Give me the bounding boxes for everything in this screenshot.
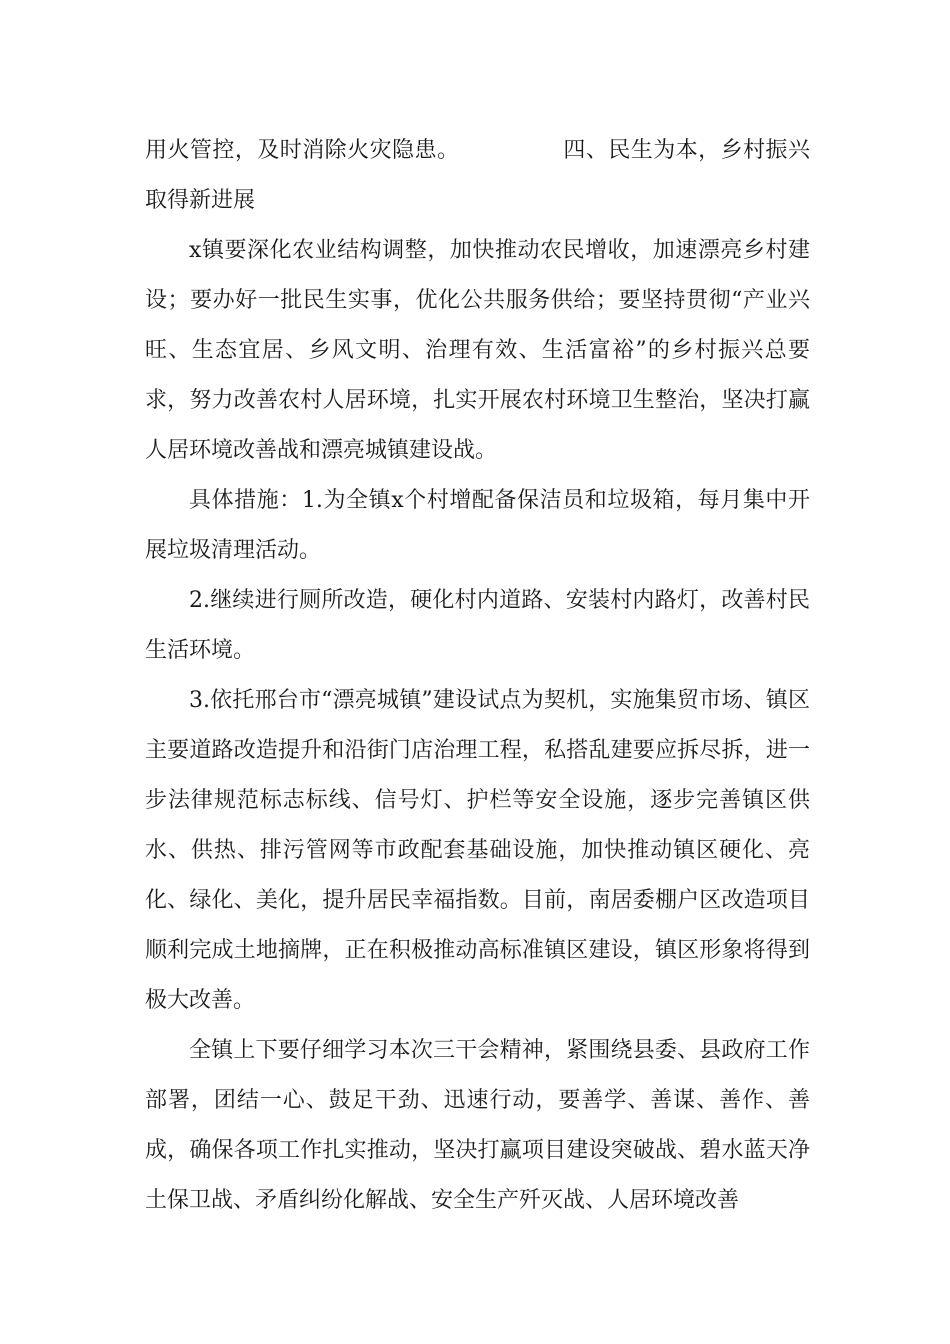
paragraph-1 <box>145 126 810 226</box>
paragraph-6: 全镇上下要仔细学习本次三干会精神，紧围绕县委、县政府工作部署，团结一心、鼓足干劲、迅速行动，要善学、善谋、善作、善成，确保各项工作扎实推动，坚决打赢项目建设突破战、碧水蓝天净土保卫战、矛盾纠纷化解战、安全生产歼灭战、人居环境改善 <box>145 1038 810 1213</box>
paragraph-4: 2.继续进行厕所改造，硬化村内道路、安装村内路灯，改善村民生活环境。 <box>145 588 810 663</box>
paragraph-3: 具体措施：1.为全镇x个村增配备保洁员和垃圾箱，每月集中开展垃圾清理活动。 <box>145 488 810 563</box>
section-heading: 四、民生为本，乡村振兴取得新进展 <box>145 138 810 213</box>
paragraph-1-text: 用火管控，及时消除火灾隐患。 <box>145 138 460 163</box>
paragraph-5: 3.依托邢台市“漂亮城镇”建设试点为契机，实施集贸市场、镇区主要道路改造提升和沿街门店治理工程，私搭乱建要应拆尽拆，进一步法律规范标志标线、信号灯、护栏等安全设施，逐步完善镇区供水、供热、排污管网等市政配套基础设施，加快推动镇区硬化、亮化、绿化、美化，提升居民幸福指数。目前，南居委棚户区改造项目顺利完成土地摘牌，正在积极推动高标准镇区建设，镇区形象将得到极大改善。 <box>145 688 810 1013</box>
document-body <box>145 126 810 1226</box>
paragraph-2: x镇要深化农业结构调整，加快推动农民增收，加速漂亮乡村建设；要办好一批民生实事，优化公共服务供给；要坚持贯彻“产业兴旺、生态宜居、乡风文明、治理有效、生活富裕”的乡村振兴总要求，努力改善农村人居环境，扎实开展农村环境卫生整治，坚决打赢人居环境改善战和漂亮城镇建设战。 <box>145 238 810 463</box>
